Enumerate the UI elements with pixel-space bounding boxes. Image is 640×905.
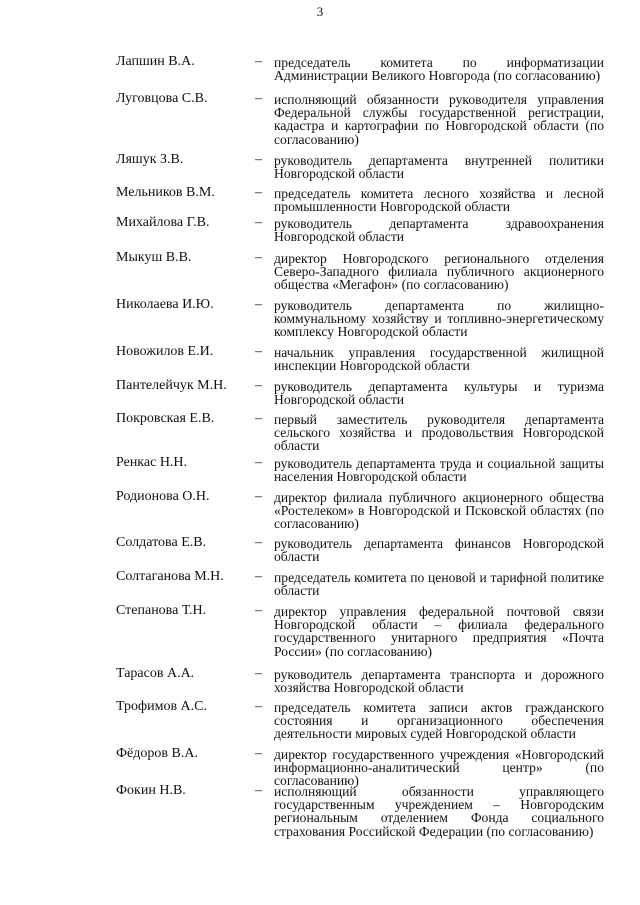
member-position: директор филиала публичного акционерного общества «Ростелеком» в Новгородской и Псковской областях (по согласованию) — [274, 490, 604, 532]
member-name: Мельников В.М. — [116, 185, 215, 200]
dash-separator: – — [255, 411, 262, 426]
member-position: председатель комитета лесного хозяйства и лесной промышленности Новгородской области — [274, 186, 604, 215]
member-position: руководитель департамента транспорта и дорожного хозяйства Новгородской области — [274, 667, 604, 696]
member-position: председатель комитета записи актов гражданского состояния и организационного обеспечения деятельности мировых судей Новгородской области — [274, 700, 604, 742]
member-position: руководитель департамента финансов Новгородской области — [274, 536, 604, 565]
dash-separator: – — [255, 250, 262, 265]
member-name: Мыкуш В.В. — [116, 250, 192, 265]
dash-separator: – — [255, 489, 262, 504]
dash-separator: – — [255, 185, 262, 200]
member-position: начальник управления государственной жилищной инспекции Новгородской области — [274, 345, 604, 374]
member-position: руководитель департамента здравоохранения Новгородской области — [274, 216, 604, 245]
dash-separator: – — [255, 344, 262, 359]
member-name: Николаева И.Ю. — [116, 297, 214, 312]
member-position: председатель комитета по ценовой и тарифной политике области — [274, 570, 604, 599]
member-name: Покровская Е.В. — [116, 411, 215, 426]
dash-separator: – — [255, 746, 262, 761]
member-name: Трофимов А.С. — [116, 699, 207, 714]
member-position: директор Новгородского регионального отделения Северо-Западного филиала публичного акционерного общества «Мегафон» (по согласованию) — [274, 251, 604, 293]
member-name: Тарасов А.А. — [116, 666, 195, 681]
member-position: первый заместитель руководителя департамента сельского хозяйства и продовольствия Новгородской области — [274, 412, 604, 454]
member-name: Ляшук З.В. — [116, 152, 184, 167]
member-position: руководитель департамента труда и социальной защиты населения Новгородской области — [274, 456, 604, 485]
member-name: Родионова О.Н. — [116, 489, 210, 504]
dash-separator: – — [255, 378, 262, 393]
dash-separator: – — [255, 297, 262, 312]
dash-separator: – — [255, 54, 262, 69]
member-name: Солдатова Е.В. — [116, 535, 207, 550]
member-name: Солтаганова М.Н. — [116, 569, 224, 584]
member-name: Луговцова С.В. — [116, 91, 208, 106]
dash-separator: – — [255, 699, 262, 714]
member-position: директор управления федеральной почтовой связи Новгородской области – филиала федерального государственного унитарного предприятия «Почта России» (по согласованию) — [274, 604, 604, 659]
member-name: Степанова Т.Н. — [116, 603, 207, 618]
member-name: Новожилов Е.И. — [116, 344, 214, 359]
member-position: руководитель департамента по жилищно-коммунальному хозяйству и топливно-энергетическому комплексу Новгородской области — [274, 298, 604, 340]
dash-separator: – — [255, 666, 262, 681]
member-position: директор государственного учреждения «Новгородский информационно-аналитический центр» (по согласованию) — [274, 747, 604, 789]
member-position: председатель комитета по информатизации Администрации Великого Новгорода (по согласованию) — [274, 55, 604, 84]
dash-separator: – — [255, 215, 262, 230]
member-position: руководитель департамента внутренней политики Новгородской области — [274, 153, 604, 182]
member-name: Ренкас Н.Н. — [116, 455, 188, 470]
member-name: Лапшин В.А. — [116, 54, 195, 69]
member-name: Михайлова Г.В. — [116, 215, 210, 230]
member-position: исполняющий обязанности управляющего государственным учреждением – Новгородским региональным отделением Фонда социального страхования Российской Федерации (по согласованию) — [274, 784, 604, 839]
dash-separator: – — [255, 603, 262, 618]
dash-separator: – — [255, 569, 262, 584]
member-name: Фокин Н.В. — [116, 783, 186, 798]
member-name: Пантелейчук М.Н. — [116, 378, 227, 393]
dash-separator: – — [255, 152, 262, 167]
page-number: 3 — [316, 4, 324, 19]
member-position: руководитель департамента культуры и туризма Новгородской области — [274, 379, 604, 408]
dash-separator: – — [255, 783, 262, 798]
member-position: исполняющий обязанности руководителя управления Федеральной службы государственной регистрации, кадастра и картографии по Новгородской области (по согласованию) — [274, 92, 604, 147]
dash-separator: – — [255, 91, 262, 106]
dash-separator: – — [255, 455, 262, 470]
dash-separator: – — [255, 535, 262, 550]
member-name: Фёдоров В.А. — [116, 746, 198, 761]
